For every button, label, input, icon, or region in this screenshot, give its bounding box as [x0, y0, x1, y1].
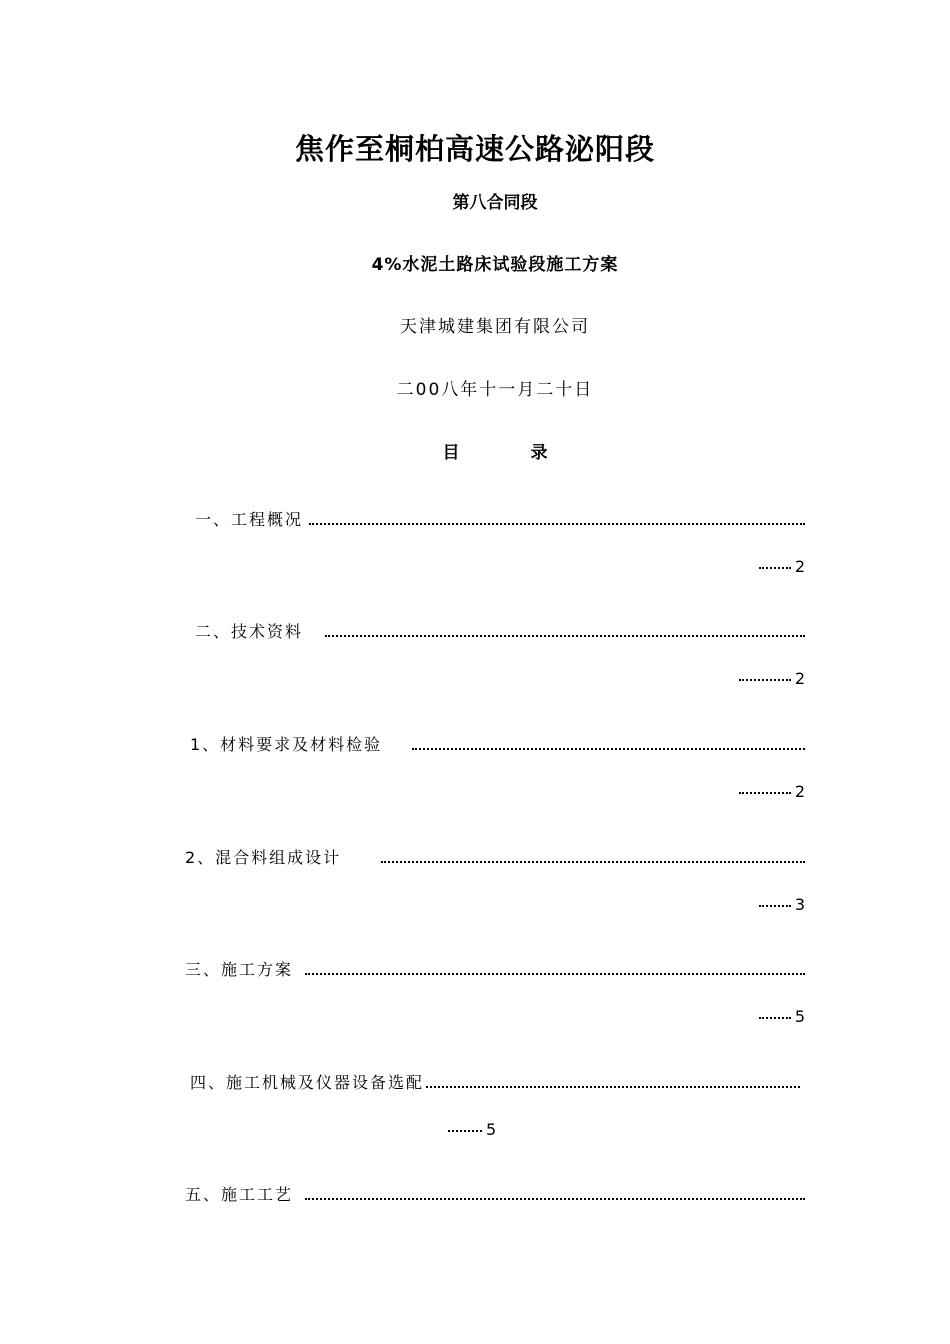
toc-entry-label: 四、施工机械及仪器设备选配 — [190, 1073, 425, 1092]
plan-title: 4%水泥土路床试验段施工方案 — [371, 255, 619, 275]
toc-page-leader — [448, 1130, 482, 1132]
toc-leader — [305, 1198, 805, 1200]
toc-entry — [185, 844, 805, 866]
toc-leader — [426, 1086, 800, 1088]
company-name: 天津城建集团有限公司 — [400, 317, 590, 337]
toc-leader — [325, 635, 805, 637]
toc-entry-page-line — [759, 1009, 805, 1025]
toc-entry-page: 5 — [486, 1120, 497, 1139]
toc-entry — [190, 1069, 800, 1091]
toc-page-leader — [739, 792, 791, 794]
toc-page-leader — [759, 1017, 791, 1019]
toc-entry-page: 2 — [794, 782, 805, 801]
toc-entry-page-line — [759, 559, 805, 575]
toc-entry-label: 五、施工工艺 — [185, 1185, 294, 1204]
document-date: 二00八年十一月二十日 — [396, 380, 594, 400]
toc-entry-page: 5 — [794, 1007, 805, 1026]
toc-entry — [195, 618, 805, 640]
toc-entry-page-line — [739, 671, 805, 687]
toc-entry — [185, 1181, 805, 1203]
toc-entry-label: 二、技术资料 — [195, 622, 304, 641]
toc-entry-page-line — [759, 897, 805, 913]
toc-page-leader — [759, 567, 791, 569]
toc-entry-page: 2 — [794, 669, 805, 688]
toc-entry — [185, 956, 805, 978]
toc-entry-page: 3 — [794, 895, 805, 914]
toc-entry-label: 三、施工方案 — [185, 960, 294, 979]
toc-page-leader — [759, 905, 791, 907]
toc-leader — [381, 861, 805, 863]
toc-leader — [305, 973, 805, 975]
toc-leader — [309, 523, 805, 525]
toc-heading: 目 录 — [442, 443, 548, 463]
contract-section: 第八合同段 — [452, 193, 538, 213]
toc-entry — [195, 506, 805, 528]
toc-entry-page-line — [739, 784, 805, 800]
document-title: 焦作至桐柏高速公路泌阳段 — [294, 132, 655, 166]
toc-page-leader — [739, 679, 791, 681]
toc-entry-label: 2、混合料组成设计 — [185, 848, 342, 867]
toc-entry-page: 2 — [794, 557, 805, 576]
toc-entry-page-line — [448, 1122, 496, 1138]
toc-leader — [412, 748, 805, 750]
toc-entry-label: 1、材料要求及材料检验 — [190, 735, 383, 754]
toc-entry — [190, 731, 805, 753]
toc-entry-label: 一、工程概况 — [195, 510, 304, 529]
